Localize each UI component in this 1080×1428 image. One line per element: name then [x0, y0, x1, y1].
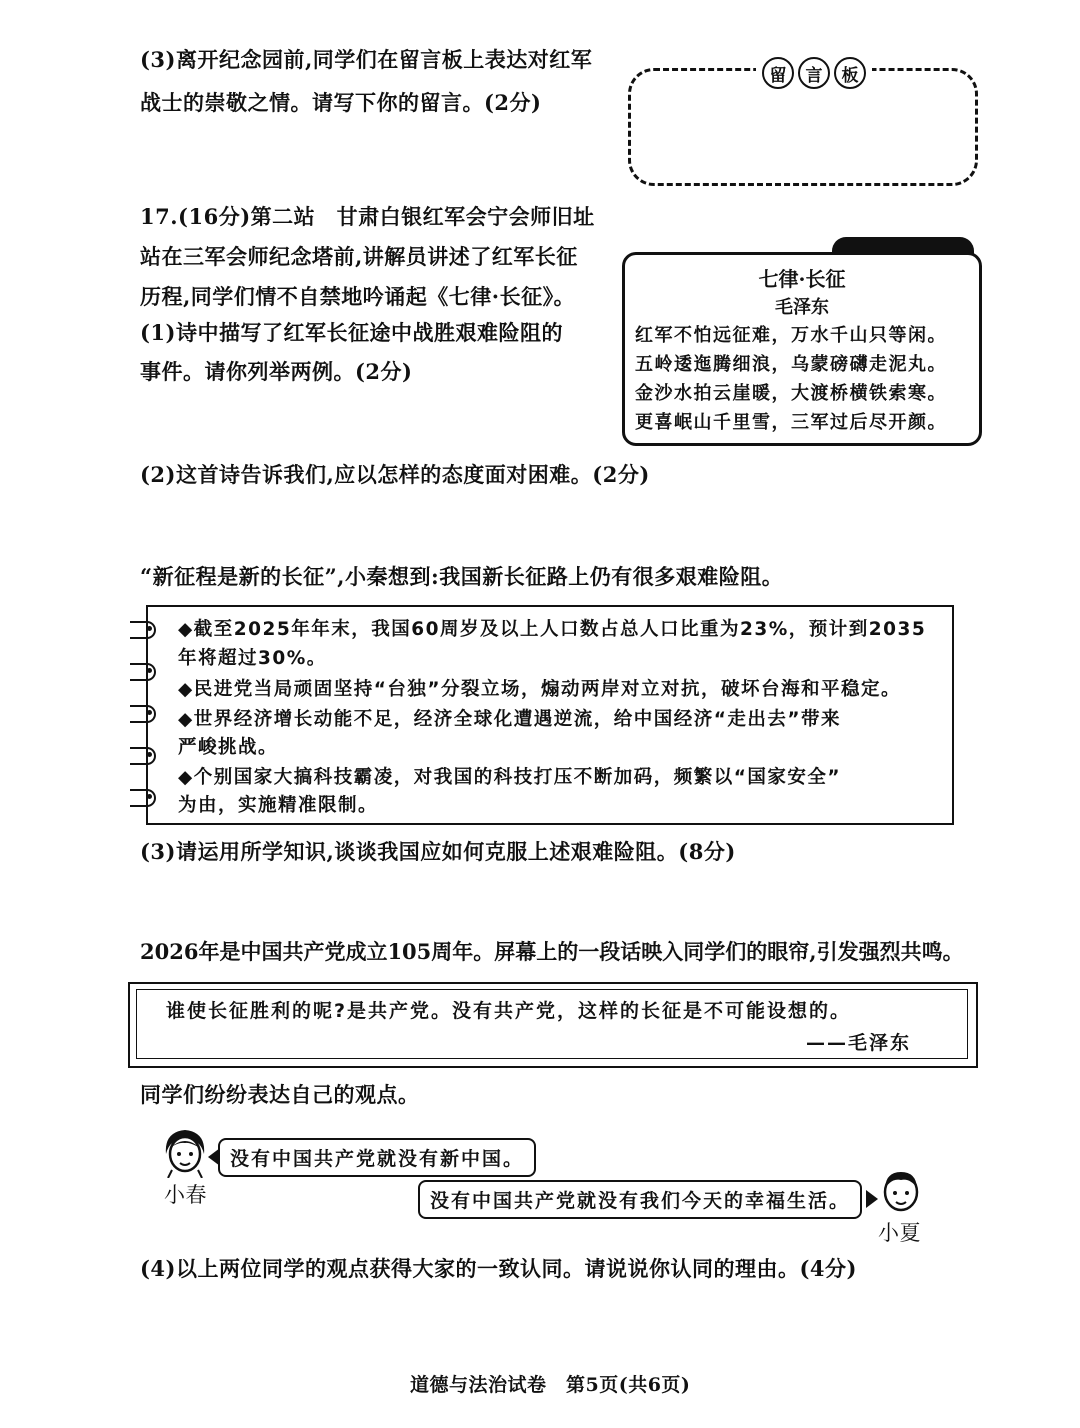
notebook-line-4: ◆世界经济增长动能不足，经济全球化遭遇逆流，给中国经济“走出去”带来: [178, 709, 842, 730]
q17-1-line2: 事件。请你列举两例。(2分): [140, 359, 413, 384]
notebook-line-6: ◆个别国家大搞科技霸凌，对我国的科技打压不断加码，频繁以“国家安全”: [178, 767, 842, 788]
q16-3-line2: 战士的崇敬之情。请写下你的留言。(2分): [140, 90, 542, 115]
xiaoxia-speech: 没有中国共产党就没有我们今天的幸福生活。: [418, 1180, 862, 1219]
poem-line-2: 五岭逶迤腾细浪，乌蒙磅礴走泥丸。: [635, 354, 947, 375]
poem-author: 毛泽东: [775, 297, 829, 318]
notebook-ring-1: [130, 621, 156, 639]
poem-line-1: 红军不怕远征难，万水千山只等闲。: [635, 325, 947, 346]
board-char-2: 言: [798, 57, 830, 89]
q17-2: (2)这首诗告诉我们,应以怎样的态度面对困难。(2分): [140, 462, 650, 487]
girl-face-icon: [160, 1124, 210, 1178]
boy-face-icon: [876, 1166, 926, 1216]
notebook-ring-5: [130, 789, 156, 807]
notebook-line-7: 为由，实施精准限制。: [178, 795, 379, 816]
q17-3: (3)请运用所学知识,谈谈我国应如何克服上述艰难险阻。(8分): [140, 839, 736, 864]
q17-intro-line2: 历程,同学们情不自禁地吟诵起《七律·长征》。: [140, 284, 576, 309]
poem-title: 七律·长征: [758, 267, 846, 291]
q17-4: (4)以上两位同学的观点获得大家的一致认同。请说说你认同的理由。(4分): [140, 1256, 857, 1281]
anniversary-text: 2026年是中国共产党成立105周年。屏幕上的一段话映入同学们的眼帘,引发强烈共鸣。: [140, 939, 964, 964]
q17-heading: 17.(16分)第二站 甘肃白银红军会宁会师旧址: [140, 204, 595, 229]
page-footer: 道德与法治试卷 第5页(共6页): [410, 1374, 691, 1396]
notebook-ring-2: [130, 663, 156, 681]
notebook-ring-3: [130, 705, 156, 723]
poem-line-4: 更喜岷山千里雪，三军过后尽开颜。: [635, 412, 947, 433]
notebook-line-5: 严峻挑战。: [178, 737, 279, 758]
quote-text: 谁使长征胜利的呢?是共产党。没有共产党，这样的长征是不可能设想的。: [166, 1000, 852, 1022]
new-journey-text: “新征程是新的长征”,小秦想到:我国新长征路上仍有很多艰难险阻。: [140, 564, 784, 589]
notebook-line-1: ◆截至2025年年末，我国60周岁及以上人口数占总人口比重为23%，预计到2035: [178, 619, 927, 640]
poem-line-3: 金沙水拍云崖暖，大渡桥横铁索寒。: [635, 383, 947, 404]
poem-box: [622, 252, 982, 446]
xiaochun-speech: 没有中国共产党就没有新中国。: [218, 1138, 536, 1177]
views-intro: 同学们纷纷表达自己的观点。: [140, 1082, 420, 1107]
xiaochun-name: 小春: [164, 1183, 207, 1207]
notebook-box: [146, 605, 954, 825]
board-char-3: 板: [834, 57, 866, 89]
notebook-line-3: ◆民进党当局顽固坚持“台独”分裂立场，煽动两岸对立对抗，破坏台海和平稳定。: [178, 679, 902, 700]
board-char-1: 留: [762, 57, 794, 89]
xiaochun-avatar: [160, 1124, 210, 1182]
q17-1-line1: (1)诗中描写了红军长征途中战胜艰难险阻的: [140, 320, 563, 345]
message-board-title: [756, 57, 872, 89]
q17-intro-line1: 站在三军会师纪念塔前,讲解员讲述了红军长征: [140, 244, 578, 269]
q16-3-line1: (3)离开纪念园前,同学们在留言板上表达对红军: [140, 47, 593, 72]
notebook-line-2: 年将超过30%。: [178, 648, 327, 669]
notebook-ring-4: [130, 747, 156, 765]
xiaoxia-name: 小夏: [878, 1221, 921, 1245]
xiaoxia-avatar: [876, 1166, 926, 1220]
quote-source: ——毛泽东: [806, 1032, 912, 1054]
